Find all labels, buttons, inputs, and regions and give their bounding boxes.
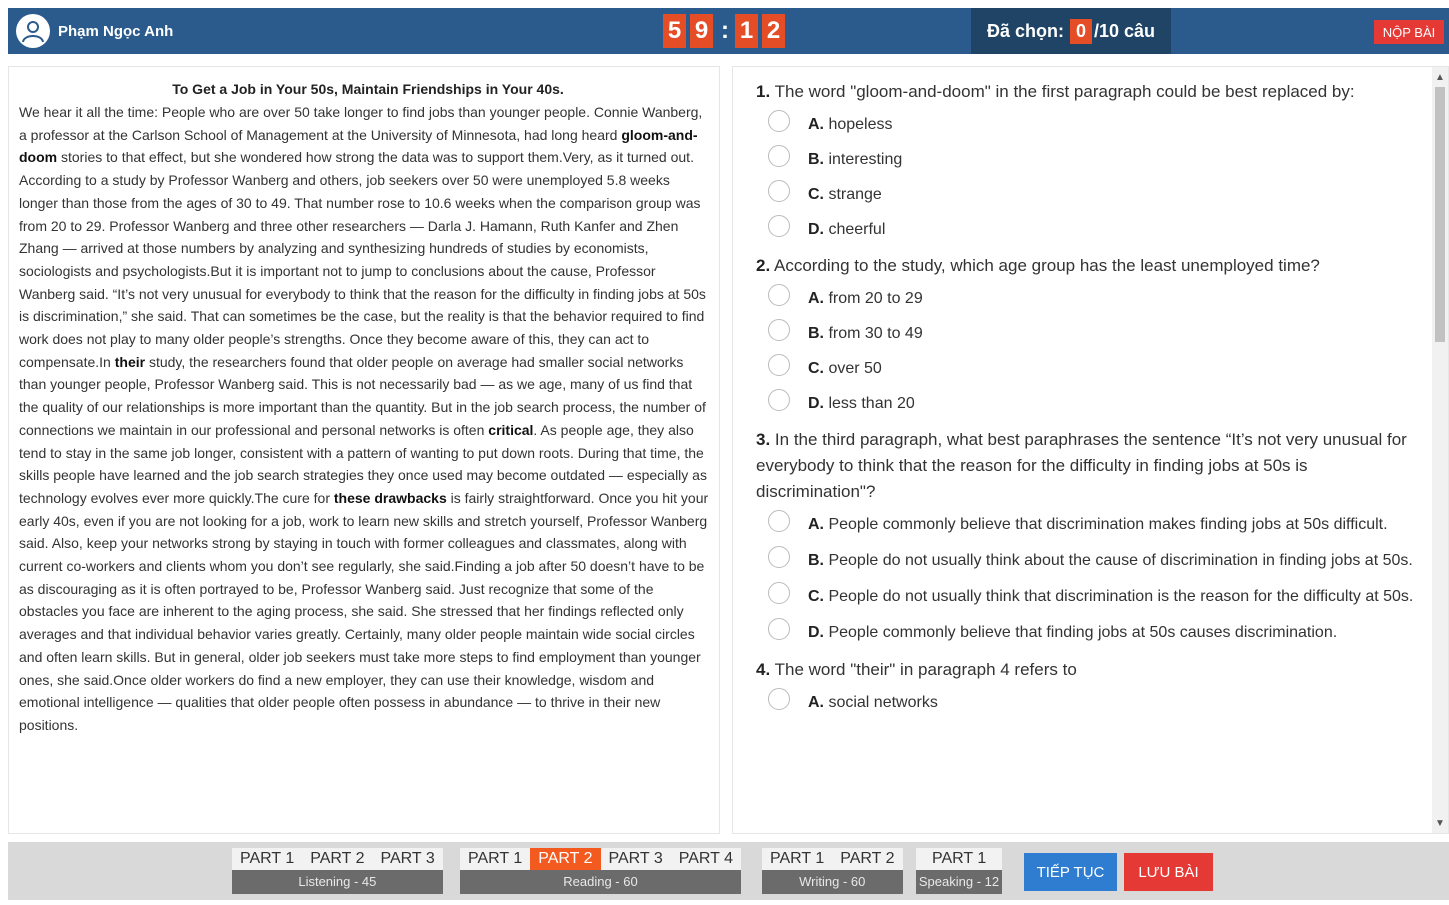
tab-reading-part-1[interactable]: PART 1 <box>460 848 530 870</box>
option-letter: C. <box>808 588 824 605</box>
part-tabs <box>460 848 741 870</box>
timer-digit: 5 <box>663 14 686 48</box>
passage-title: To Get a Job in Your 50s, Maintain Friendships in Your 40s. <box>172 81 564 97</box>
question-prompt: According to the study, which age group has the least unemployed time? <box>773 256 1320 275</box>
question <box>756 79 1416 242</box>
section-label: Speaking - 12 <box>916 870 1002 894</box>
radio-button[interactable] <box>768 389 790 411</box>
timer-separator: : <box>721 17 729 44</box>
radio-button[interactable] <box>768 582 790 604</box>
option-text: People commonly believe that discrimination makes finding jobs at 50s difficult. <box>828 516 1388 533</box>
option-text: social networks <box>828 694 938 711</box>
answer-option[interactable] <box>756 549 1416 573</box>
radio-button[interactable] <box>768 510 790 532</box>
radio-button[interactable] <box>768 110 790 132</box>
user-info <box>16 14 173 48</box>
answer-option[interactable] <box>756 148 1416 172</box>
question-number: 4. <box>756 660 771 679</box>
answer-option[interactable] <box>756 357 1416 381</box>
option-letter: A. <box>808 290 824 307</box>
tab-writing-part-2[interactable]: PART 2 <box>832 848 902 870</box>
question-text <box>756 657 1416 683</box>
question <box>756 253 1416 416</box>
passage-text: . As people age, they also tend to stay in the same job longer, consistent with a pattern of wanting to put down roots. During that time, the skills people have learned and the job search strategies they once used may become outdated — especially as technology evolves ever more quickly.The cure for <box>19 421 707 506</box>
question-text <box>756 427 1416 505</box>
question <box>756 427 1416 645</box>
option-text: hopeless <box>828 116 893 133</box>
save-button[interactable]: LƯU BÀI <box>1124 853 1213 891</box>
option-letter: A. <box>808 516 824 533</box>
scroll-thumb[interactable] <box>1435 87 1445 342</box>
top-bar <box>8 8 1449 54</box>
tab-reading-part-3[interactable]: PART 3 <box>601 848 671 870</box>
tab-writing-part-1[interactable]: PART 1 <box>762 848 832 870</box>
option-text: People commonly believe that finding jobs at 50s causes discrimination. <box>828 624 1338 641</box>
answer-option[interactable] <box>756 513 1416 537</box>
radio-button[interactable] <box>768 215 790 237</box>
option-text: People do not usually think that discrimination is the reason for the difficulty at 50s. <box>828 588 1414 605</box>
selected-total: /10 câu <box>1093 20 1156 41</box>
radio-button[interactable] <box>768 354 790 376</box>
passage-highlight: gloom-and-doom <box>19 126 698 166</box>
option-text: less than 20 <box>828 395 915 412</box>
radio-button[interactable] <box>768 546 790 568</box>
answer-option[interactable] <box>756 322 1416 346</box>
option-letter: C. <box>808 186 824 203</box>
option-text: interesting <box>828 151 903 168</box>
timer-digit: 9 <box>690 14 713 48</box>
question-text <box>756 253 1416 279</box>
questions-list <box>756 79 1416 726</box>
section-label: Reading - 60 <box>460 870 741 894</box>
selected-counter <box>971 8 1171 54</box>
bottom-nav <box>8 842 1449 900</box>
passage-highlight: these drawbacks <box>333 489 447 506</box>
question-text <box>756 79 1416 105</box>
tab-listening-part-1[interactable]: PART 1 <box>232 848 302 870</box>
user-icon <box>20 18 46 44</box>
passage-text: stories to that effect, but she wondered how strong the data was to support them.Very, as it turned out. According to a study by Professor Wanberg and others, job seekers over 50 were unemployed 5.8 weeks longer than those from the ages of 30 to 49. That number rose to 10.6 weeks when the comparison group was from 20 to 29. Professor Wanberg and three other researchers — Darla J. Hamann, Ruth Kanfer and Zhen Zhang — arrived at those numbers by analyzing and synthesizing hundreds of studies by economists, sociologists and psychologists.But it is important not to jump to conclusions about the cause, Professor Wanberg said. “It’s not very unusual for everybody to think that the reason for the difficulty in finding jobs at 50s is discrimination,” she said. That can sometimes be the case, but the reality is that the behavior required to find work does not play to many older people’s strengths. Once they become aware of this, they can act to compensate.In <box>19 149 706 370</box>
option-letter: A. <box>808 694 824 711</box>
submit-button[interactable]: NỘP BÀI <box>1374 20 1444 44</box>
question-number: 3. <box>756 430 771 449</box>
passage-text: is fairly straightforward. Once you hit your early 40s, even if you are not looking for a job, work to learn new skills and stretch yourself, Professor Wanberg said. Also, keep your networks strong by staying in touch with former colleagues and classmates, along with current co-workers and clients whom you don’t see regularly, she said.Finding a job after 50 doesn’t have to be as discouraging as it is often portrayed to be, Professor Wanberg said. Just recognize that some of the obstacles you face are inherent to the aging process, she said. She stressed that her findings reflected only averages and that individual behavior varies greatly. Certainly, many older people maintain wide social circles and often learn skills. But in general, older job seekers must take more steps to find employment than younger ones, she said.Once older workers do find a new employer, they can use their knowledge, wisdom and emotional intelligence — qualities that older people often possess in abundance — to thrive in their new positions. <box>19 489 709 733</box>
radio-button[interactable] <box>768 284 790 306</box>
selected-count: 0 <box>1070 19 1092 44</box>
continue-button[interactable]: TIẾP TỤC <box>1024 853 1117 891</box>
scrollbar[interactable] <box>1432 67 1448 833</box>
option-text: from 30 to 49 <box>828 325 923 342</box>
section-speaking <box>916 848 1002 894</box>
section-label: Writing - 60 <box>762 870 903 894</box>
scroll-down-icon[interactable]: ▼ <box>1435 817 1445 829</box>
countdown-timer <box>663 14 789 48</box>
option-letter: D. <box>808 395 824 412</box>
option-letter: A. <box>808 116 824 133</box>
question <box>756 657 1416 715</box>
answer-option[interactable] <box>756 691 1416 715</box>
timer-digit: 1 <box>735 14 758 48</box>
tab-reading-part-2[interactable]: PART 2 <box>530 848 600 870</box>
passage-highlight: critical <box>488 421 534 438</box>
option-text: strange <box>828 186 882 203</box>
option-letter: B. <box>808 552 824 569</box>
answer-option[interactable] <box>756 287 1416 311</box>
passage-text: We hear it all the time: People who are over 50 take longer to find jobs than younger people. Connie Wanberg, a professor at the Carlson School of Management at the University of Minnesota, had long heard <box>19 104 703 143</box>
answer-option[interactable] <box>756 585 1416 609</box>
option-text: cheerful <box>828 221 886 238</box>
part-tabs <box>232 848 443 870</box>
passage-highlight: their <box>114 353 146 370</box>
tab-speaking-part-1[interactable]: PART 1 <box>916 848 1002 870</box>
avatar <box>16 14 50 48</box>
answer-option[interactable] <box>756 113 1416 137</box>
tab-listening-part-3[interactable]: PART 3 <box>373 848 443 870</box>
section-reading <box>460 848 741 894</box>
option-text: from 20 to 29 <box>828 290 923 307</box>
answer-option[interactable] <box>756 621 1416 645</box>
radio-button[interactable] <box>768 319 790 341</box>
radio-button[interactable] <box>768 180 790 202</box>
section-listening <box>232 848 443 894</box>
passage-text: study, the researchers found that older people on average had smaller social networks than younger people, Professor Wanberg said. This is not necessarily bad — as we age, many of us find that the quality of our relationships is more important than the quantity. But in the job search process, the number of connections we maintain in our professional and personal networks is often <box>19 353 706 438</box>
answer-option[interactable] <box>756 218 1416 242</box>
section-writing <box>762 848 903 894</box>
user-name: Phạm Ngọc Anh <box>58 22 174 40</box>
selected-label: Đã chọn: <box>986 20 1064 41</box>
option-letter: D. <box>808 221 824 238</box>
tab-listening-part-2[interactable]: PART 2 <box>302 848 372 870</box>
option-letter: B. <box>808 325 824 342</box>
option-letter: C. <box>808 360 824 377</box>
radio-button[interactable] <box>768 618 790 640</box>
option-text: over 50 <box>828 360 882 377</box>
option-text: People do not usually think about the cause of discrimination in finding jobs at 50s. <box>828 552 1413 569</box>
passage-body <box>19 101 709 737</box>
question-prompt: The word "gloom-and-doom" in the first paragraph could be best replaced by: <box>774 82 1355 101</box>
option-letter: B. <box>808 151 824 168</box>
answer-option[interactable] <box>756 392 1416 416</box>
question-number: 1. <box>756 82 771 101</box>
part-tabs <box>916 848 1002 870</box>
radio-button[interactable] <box>768 145 790 167</box>
option-letter: D. <box>808 624 824 641</box>
question-prompt: The word "their" in paragraph 4 refers to <box>774 660 1077 679</box>
scroll-up-icon[interactable]: ▲ <box>1435 71 1445 83</box>
part-tabs <box>762 848 903 870</box>
timer-digit: 2 <box>762 14 785 48</box>
question-number: 2. <box>756 256 771 275</box>
answer-option[interactable] <box>756 183 1416 207</box>
question-prompt: In the third paragraph, what best paraphrases the sentence “It’s not very unusual for everybody to think that the reason for the difficulty in finding jobs at 50s is discrimination"? <box>756 430 1407 501</box>
reading-passage <box>8 66 720 834</box>
questions-panel <box>732 66 1449 834</box>
radio-button[interactable] <box>768 688 790 710</box>
tab-reading-part-4[interactable]: PART 4 <box>671 848 741 870</box>
section-label: Listening - 45 <box>232 870 443 894</box>
